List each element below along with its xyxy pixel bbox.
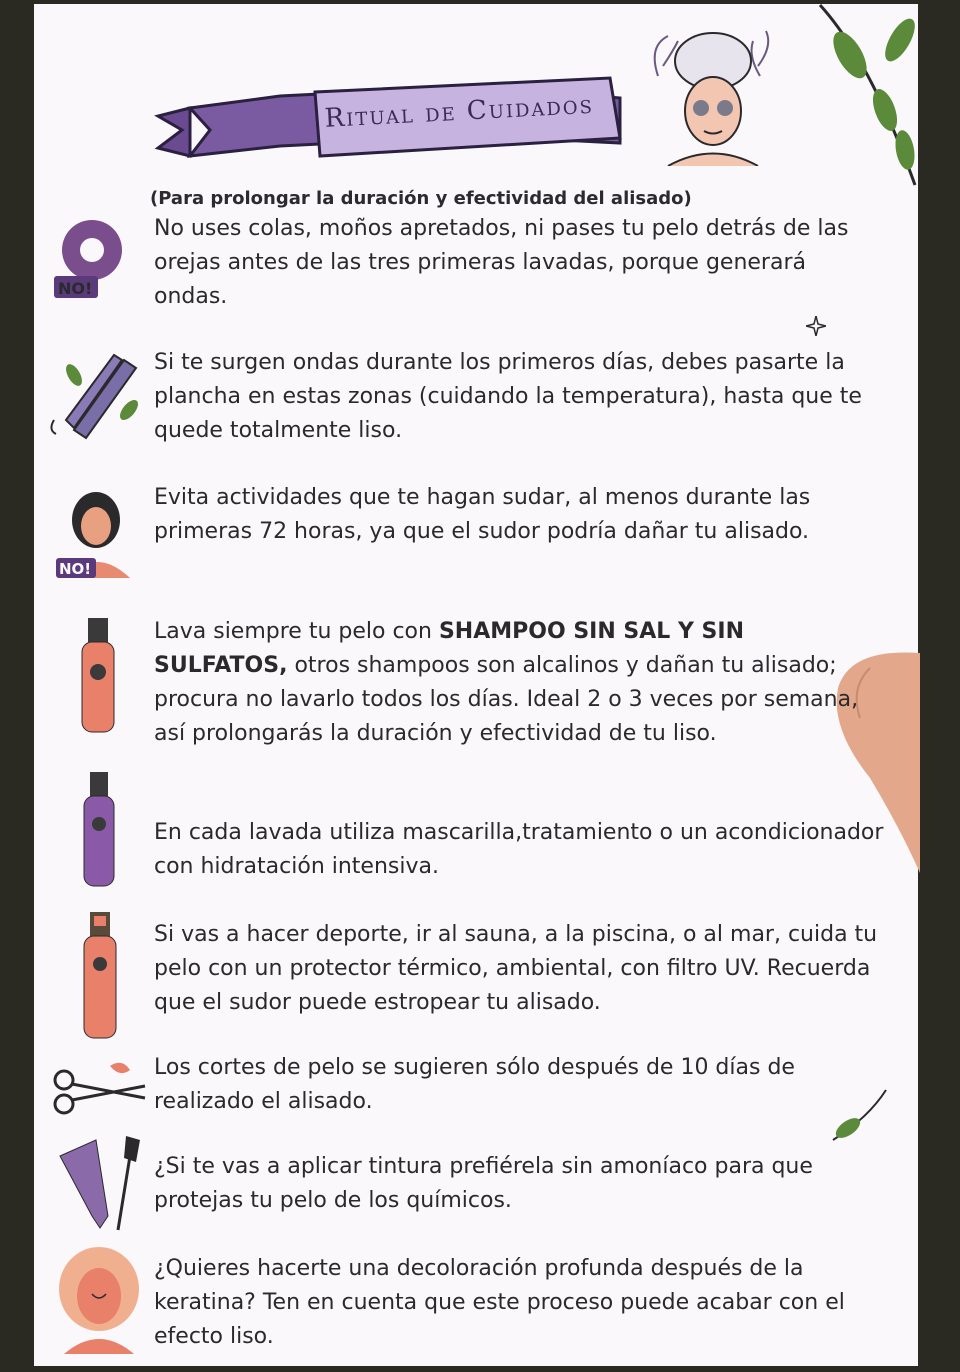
conditioner-bottle-icon bbox=[82, 772, 116, 888]
tip-item: Los cortes de pelo se sugieren sólo después de 10 días de realizado el alisado. bbox=[154, 1055, 795, 1114]
tip-item: ¿Quieres hacerte una decoloración profunda después de la keratina? Ten en cuenta que este proceso puede acabar con el efecto liso. bbox=[154, 1256, 845, 1349]
tip-item: Si te surgen ondas durante los primeros días, debes pasarte la plancha en estas zonas (cuidando la temperatura), hasta que te quede totalmente liso. bbox=[154, 350, 862, 443]
towel-woman-illustration bbox=[648, 16, 778, 166]
tip-item: En cada lavada utiliza mascarilla,tratamiento o un acondicionador con hidratación intensiva. bbox=[154, 820, 884, 879]
dye-brush-icon bbox=[56, 1136, 142, 1232]
tip-item: Evita actividades que te hagan sudar, al menos durante las primeras 72 horas, ya que el sudor podría dañar tu alisado. bbox=[154, 485, 811, 544]
tip-item: No uses colas, moños apretados, ni pases tu pelo detrás de las orejas antes de las tres primeras lavadas, porque generará ondas. bbox=[154, 216, 849, 309]
scrunchie-icon bbox=[52, 210, 132, 300]
sparkle-icon bbox=[806, 316, 826, 336]
tip-item: ¿Si te vas a aplicar tintura prefiérela sin amoníaco para que protejas tu pelo de los químicos. bbox=[154, 1154, 813, 1213]
spray-bottle-icon bbox=[82, 912, 118, 1040]
subtitle: (Para prolongar la duración y efectividad del alisado) bbox=[150, 188, 692, 209]
no-badge: NO! bbox=[59, 560, 92, 578]
scissors-icon bbox=[50, 1058, 150, 1122]
shampoo-bottle-icon bbox=[80, 618, 116, 734]
tip-item: Si vas a hacer deporte, ir al sauna, a la piscina, o al mar, cuida tu pelo con un protector térmico, ambiental, con filtro UV. Recuerda que el sudor puede estropear tu alisado. bbox=[154, 922, 878, 1015]
woman-icon bbox=[56, 488, 136, 580]
page-title: Ritual de Cuidados bbox=[323, 89, 595, 134]
blonde-woman-icon bbox=[54, 1244, 144, 1354]
flat-iron-icon bbox=[44, 350, 144, 440]
leaf-branch-decoration bbox=[810, 0, 920, 190]
tip-item: Lava siempre tu pelo con SHAMPOO SIN SAL Y SIN SULFATOS, otros shampoos son alcalinos y dañan tu alisado; procura no lavarlo todos los días. Ideal 2 o 3 veces por semana, así prolongarás la duración y efectividad de tu liso. bbox=[154, 619, 859, 746]
no-badge: NO! bbox=[58, 279, 93, 298]
